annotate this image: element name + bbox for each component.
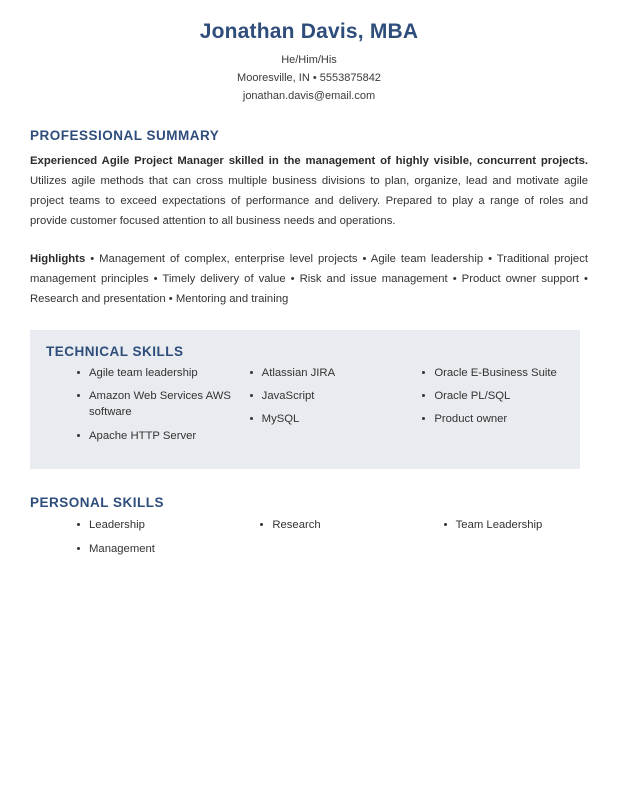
technical-skills-column-2 [248,365,421,452]
list-item: Amazon Web Services AWS software [75,388,242,421]
pronouns: He/Him/His [281,54,337,67]
list-item: Research [258,517,435,533]
personal-skills-column-3 [442,517,618,564]
list-item: Management [75,541,252,557]
personal-skills-list-3 [442,517,618,533]
technical-skills-list-2 [248,365,415,428]
technical-skills-list-1 [75,365,242,445]
list-item: Team Leadership [442,517,618,533]
summary-lead-sentence: Experienced Agile Project Manager skilled in the management of highly visible, concurrent projects. [30,154,588,167]
technical-skills-list-3 [420,365,587,428]
list-item: Apache HTTP Server [75,428,242,444]
highlights-body-text: • Management of complex, enterprise level projects • Agile team leadership • Traditional project management principles • Timely delivery of value • Risk and issue management • Product owner support • Research and presentation • Mentoring and training [30,252,588,305]
email-address: jonathan.davis@email.com [242,89,376,102]
technical-skills-heading: TECHNICAL SKILLS [46,343,184,359]
summary-body-text: Utilizes agile methods that can cross multiple business divisions to plan, organize, lead and motivate agile project teams to exceed expectations of performance and delivery. Prepared to play a range of roles and provide customer focused attention to all business needs and operations. [30,174,588,227]
list-item: Atlassian JIRA [248,365,415,381]
personal-skills-list-1 [75,517,252,557]
personal-skills-section [30,495,580,564]
professional-summary-heading: PROFESSIONAL SUMMARY [30,127,220,143]
personal-skills-column-1 [75,517,258,564]
personal-skills-column-2 [258,517,441,564]
technical-skills-column-1 [75,365,248,452]
list-item: Oracle E-Business Suite [420,365,587,381]
technical-skills-column-3 [420,365,593,452]
professional-summary-section [30,128,588,310]
technical-skills-columns [46,365,593,452]
list-item: JavaScript [248,388,415,404]
candidate-name: Jonathan Davis, MBA [199,20,419,43]
location-and-phone: Mooresville, IN • 5553875842 [237,72,381,85]
technical-skills-section [30,330,580,470]
list-item: Product owner [420,411,587,427]
resume-header [0,0,618,106]
list-item: Agile team leadership [75,365,242,381]
list-item: MySQL [248,411,415,427]
list-item: Leadership [75,517,252,533]
highlights-label: Highlights [30,252,86,265]
highlights-text [30,250,588,310]
personal-skills-columns [30,517,618,564]
personal-skills-list-2 [258,517,435,533]
professional-summary-text [30,152,588,232]
personal-skills-heading: PERSONAL SKILLS [30,495,165,511]
list-item: Oracle PL/SQL [420,388,587,404]
